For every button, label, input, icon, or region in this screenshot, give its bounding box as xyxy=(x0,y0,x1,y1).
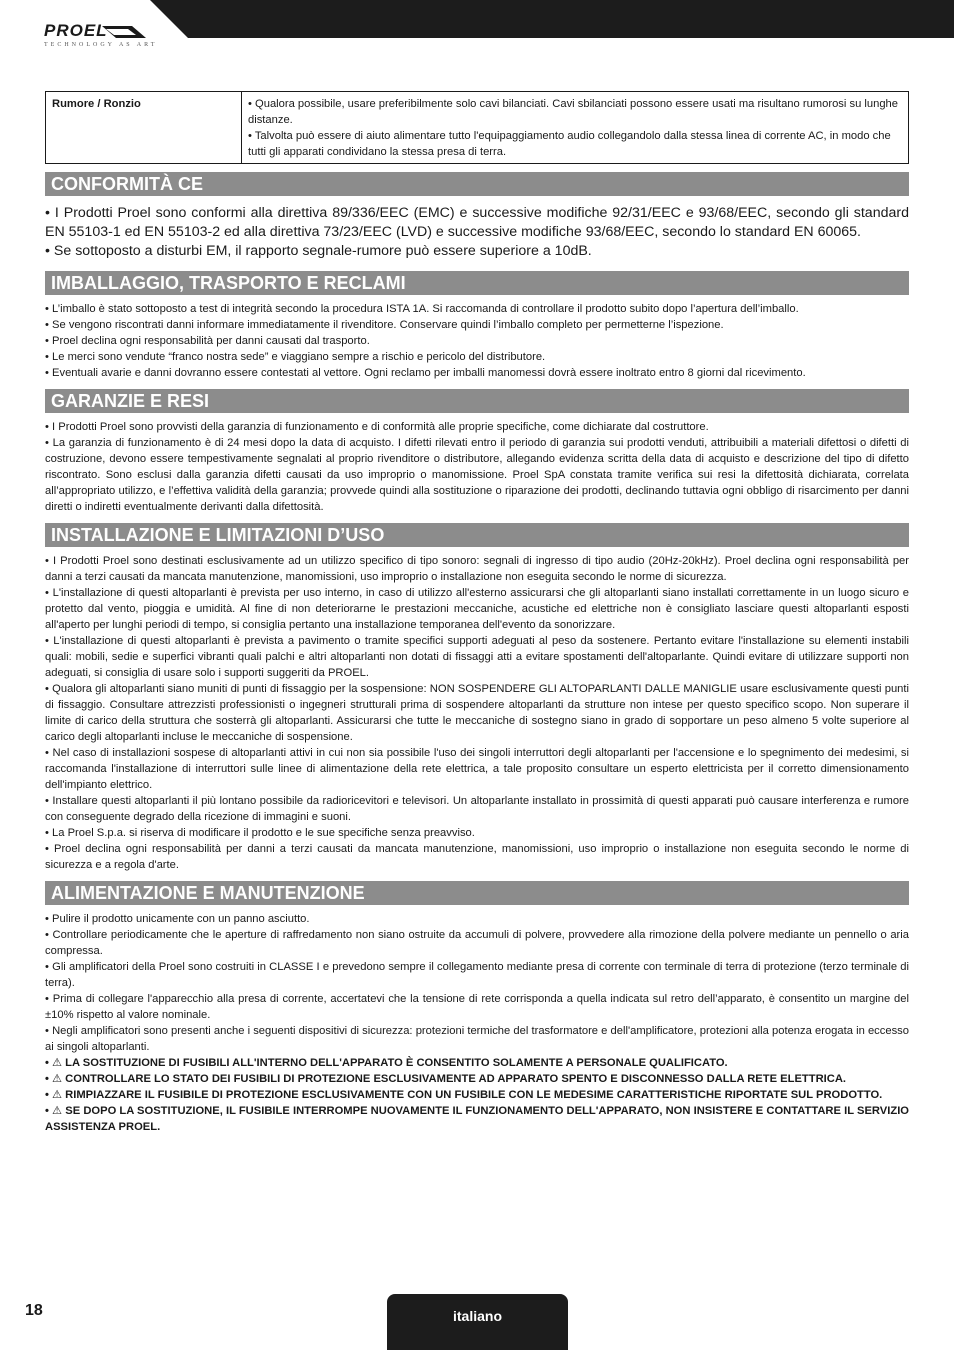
bullet-item: • Proel declina ogni responsabilità per danni a terzi causati da mancata manutenzione, manomissioni, uso improprio o installazione non eseguita secondo le norme di sicurezza e a regola d'arte. xyxy=(45,843,909,871)
bullet-item: • Proel declina ogni responsabilità per danni causati dal trasporto. xyxy=(45,335,370,347)
troubleshooting-table xyxy=(45,91,909,164)
bullet-item: • Le merci sono vendute “franco nostra sede” e viaggiano sempre a rischio e pericolo del distributore. xyxy=(45,351,546,363)
bullet-item: • I Prodotti Proel sono provvisti della garanzia di funzionamento e di conformità alle proprie specifiche, come dichiarate dal costruttore. xyxy=(45,421,709,433)
problem-cell: Rumore / Ronzio xyxy=(46,92,242,164)
bullet-item: • Nel caso di installazioni sospese di altoparlanti attivi in cui non sia possibile l'uso dei singoli interruttori degli altoparlanti per l'accensione e lo spegnimento dei medesimi, si raccomanda l'installazione di interruttori sulle linee di alimentazione della rete elettrica, a tale proposito consultare un esperto elettricista per il corretto dimensionamento dell'impianto elettrico. xyxy=(45,747,909,791)
bullet-item: • Controllare periodicamente che le aperture di raffredamento non siano ostruite da accumuli di polvere, provvedere alla rimozione della polvere mediante un pennello o aria compressa. xyxy=(45,929,909,957)
bullet-item: • L'installazione di questi altoparlanti è prevista per uso interno, in caso di utilizzo all'esterno assicurarsi che gli altoparlanti siano installati correttamente in un luogo sicuro e protetto dal vento, pioggia e umidità. Al fine di non deteriorarne le prestazioni meccaniche, acustiche ed elettriche non è consigliato lasciare questi altoparlanti esposti all'aperto per lunghi periodi di tempo, si consiglia pertanto una installazione temporanea dell'evento da sonorizzare. xyxy=(45,587,909,631)
solution-cell xyxy=(242,92,909,164)
language-tab: italiano xyxy=(387,1294,568,1350)
bullet-item: • L’imballo è stato sottoposto a test di integrità secondo la procedura ISTA 1A. Si raccomanda di controllare il prodotto subito dopo l’apertura dell’imballo. xyxy=(45,303,799,315)
section-body-power xyxy=(45,911,909,1135)
bullet-item: • I Prodotti Proel sono conformi alla direttiva 89/336/EEC (EMC) e successive modifiche 92/31/EEC e 93/68/EEC, secondo gli standard EN 55103-1 ed EN 55103-2 ed alla direttiva 73/23/EEC (LVD) e successive modifiche 93/68/EEC, secondo lo standard EN 60065. xyxy=(45,205,909,240)
table-row xyxy=(46,92,909,164)
proel-logo xyxy=(44,22,157,49)
header-bar xyxy=(150,0,954,38)
section-body-packaging xyxy=(45,301,909,381)
logo-tagline: TECHNOLOGY AS ART xyxy=(44,42,158,48)
bullet-item: • Installare questi altoparlanti il più lontano possibile da radioricevitori e televisori. Un altoparlante installato in prossimità di questi apparati può causare interferenza e rumore con conseguente degrado della ricezione di immagini e suoni. xyxy=(45,795,909,823)
bullet-item: • Gli amplificatori della Proel sono costruiti in CLASSE I e prevedono sempre il collegamento mediante presa di corrente con terminale di terra di protezione (terzo terminale di terra). xyxy=(45,961,909,989)
warning-item: • ⚠ LA SOSTITUZIONE DI FUSIBILI ALL'INTERNO DELL'APPARATO È CONSENTITO SOLAMENTE A PERSONALE QUALIFICATO. xyxy=(45,1057,728,1069)
section-body-ce xyxy=(45,204,909,261)
section-header-packaging: IMBALLAGGIO, TRASPORTO E RECLAMI xyxy=(45,271,909,295)
warning-item: • ⚠ RIMPIAZZARE IL FUSIBILE DI PROTEZIONE ESCLUSIVAMENTE CON UN FUSIBILE CON LE MEDESIME CARATTERISTICHE RIPORTATE SUL PRODOTTO. xyxy=(45,1089,883,1101)
page-number: 18 xyxy=(25,1302,43,1319)
section-header-ce: CONFORMITÀ CE xyxy=(45,172,909,196)
warning-item: • ⚠ SE DOPO LA SOSTITUZIONE, IL FUSIBILE INTERROMPE NUOVAMENTE IL FUNZIONAMENTO DELL'APPARATO, NON INSISTERE E CONTATTARE IL SERVIZIO ASSISTENZA PROEL. xyxy=(45,1105,909,1133)
bullet-item: • Se sottoposto a disturbi EM, il rapporto segnale-rumore può essere superiore a 10dB. xyxy=(45,243,592,259)
bullet-item: • Se vengono riscontrati danni informare immediatamente il rivenditore. Conservare quindi l’imballo completo per permetterne l’ispezione. xyxy=(45,319,724,331)
section-header-installation: INSTALLAZIONE E LIMITAZIONI D’USO xyxy=(45,523,909,547)
section-body-warranty xyxy=(45,419,909,515)
bullet-item: • L'installazione di questi altoparlanti è prevista a pavimento o tramite specifici supporti adeguati al peso da sostenere. Pertanto evitare l'installazione su elementi instabili quali: mobili, sedie e superfici vibranti quali palchi e altri altoparlanti non dotati di fissaggi atti a evitare spostamenti dell'altoparlante. Quindi evitare di utilizzare supporti non adeguati, si consiglia di usare solo i supporti suggeriti da PROEL. xyxy=(45,635,909,679)
section-body-installation xyxy=(45,553,909,873)
section-header-warranty: GARANZIE E RESI xyxy=(45,389,909,413)
section-header-power: ALIMENTAZIONE E MANUTENZIONE xyxy=(45,881,909,905)
bullet-item: • La Proel S.p.a. si riserva di modificare il prodotto e le sue specifiche senza preavviso. xyxy=(45,827,475,839)
bullet-item: • La garanzia di funzionamento è di 24 mesi dopo la data di acquisto. I difetti rilevati entro il periodo di garanzia sui prodotti venduti, attribuibili a materiali difettosi o difetti di costruzione, devono essere tempestivamente segnalati al proprio rivenditore o distributore, allegando evidenza scritta della data di acquisto e descrizione del tipo di difetto riscontrato. Sono esclusi dalla garanzia difetti causati da uso improprio o manomissione. Proel SpA constata tramite verifica sui resi la difettosità dichiarata, correlata all’appropriato utilizzo, e l’effettiva validità della garanzia; provvede quindi alla sostituzione o riparazione dei prodotti, declinando tuttavia ogni obbligo di risarcimento per danni diretti o indiretti eventualmente derivanti dalla difettosità. xyxy=(45,437,909,513)
solution-item: • Qualora possibile, usare preferibilmente solo cavi bilanciati. Cavi sbilanciati possono essere usati ma risultano rumorosi su lunghe distanze. xyxy=(248,98,899,126)
bullet-item: • Pulire il prodotto unicamente con un panno asciutto. xyxy=(45,913,310,925)
bullet-item: • Negli amplificatori sono presenti anche i seguenti dispositivi di sicurezza: protezioni termiche del trasformatore e dell'amplificatore, protezioni alla potenza erogata in eccesso ai singoli altoparlanti. xyxy=(45,1025,909,1053)
logo-wordmark: PROEL xyxy=(44,21,108,40)
bullet-item: • I Prodotti Proel sono destinati esclusivamente ad un utilizzo specifico di tipo sonoro: segnali di ingresso di tipo audio (20Hz-20kHz). Proel declina ogni responsabilità per danni a terzi causati da mancata manutenzione, manomissioni, uso improprio o installazione non eseguita secondo le norme di sicurezza. xyxy=(45,555,909,583)
page-content xyxy=(45,91,909,1135)
bullet-item: • Qualora gli altoparlanti siano muniti di punti di fissaggio per la sospensione: NON SOSPENDERE GLI ALTOPARLANTI DALLE MANIGLIE usare esclusivamente questi punti di fissaggio. Consultare attrezzisti professionisti o ingegneri strutturali prima di sospendere altoparlanti da strutture non intese per questo specifico scopo. Non superare il limite di carico della struttura che sosterrà gli altoparlanti. Assicurarsi che tutte le meccaniche di sostegno siano in grado di sopportare un peso almeno 5 volte superiore al carico degli altoparlanti incluse le meccaniche di sospensione. xyxy=(45,683,909,743)
warning-item: • ⚠ CONTROLLARE LO STATO DEI FUSIBILI DI PROTEZIONE ESCLUSIVAMENTE AD APPARATO SPENTO E DISCONNESSO DALLA RETE ELETTRICA. xyxy=(45,1073,847,1085)
bullet-item: • Eventuali avarie e danni dovranno essere contestati al vettore. Ogni reclamo per imballi manomessi dovrà essere inoltrato entro 8 giorni dal ricevimento. xyxy=(45,367,806,379)
bullet-item: • Prima di collegare l'apparecchio alla presa di corrente, accertatevi che la tensione di rete corrisponda a quella indicata sul retro dell’apparato, è consentito un margine del ±10% rispetto al valore nominale. xyxy=(45,993,909,1021)
logo-wing-icon xyxy=(102,26,146,38)
solution-item: • Talvolta può essere di aiuto alimentare tutto l'equipaggiamento audio collegandolo dalla stessa linea di corrente AC, in modo che tutti gli apparati condividano la stessa presa di terra. xyxy=(248,130,891,158)
